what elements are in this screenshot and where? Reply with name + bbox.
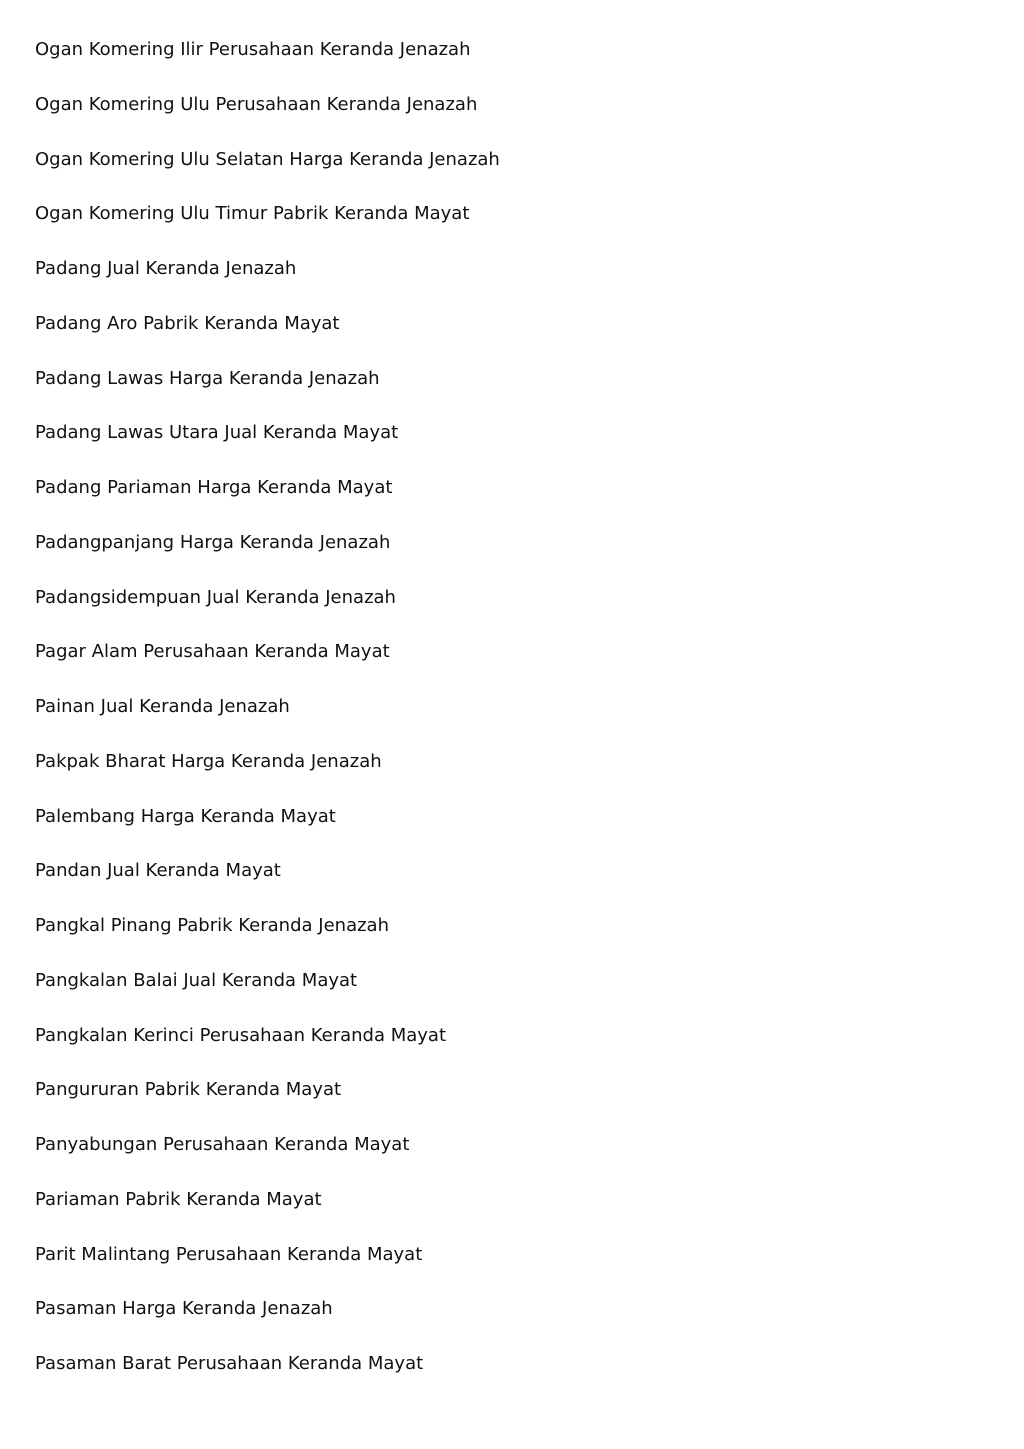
text-line: Padang Lawas Utara Jual Keranda Mayat [35, 422, 399, 444]
text-line: Painan Jual Keranda Jenazah [35, 696, 290, 717]
text-line: Ogan Komering Ilir Perusahaan Keranda Jenazah [35, 39, 471, 60]
text-line: Panyabungan Perusahaan Keranda Mayat [35, 1134, 410, 1155]
text-line: Pagar Alam Perusahaan Keranda Mayat [35, 641, 390, 663]
text-line: Ogan Komering Ulu Perusahaan Keranda Jenazah [35, 93, 478, 115]
text-line: Padang Jual Keranda Jenazah [35, 258, 297, 279]
text-line: Pariaman Pabrik Keranda Mayat [35, 1188, 322, 1210]
text-line: Parit Malintang Perusahaan Keranda Mayat [35, 1243, 423, 1265]
document-text-list [35, 36, 500, 1405]
text-line: Palembang Harga Keranda Mayat [35, 805, 336, 827]
text-line: Pangururan Pabrik Keranda Mayat [35, 1079, 342, 1101]
text-line: Padangsidempuan Jual Keranda Jenazah [35, 586, 396, 608]
text-line: Ogan Komering Ulu Timur Pabrik Keranda Mayat [35, 203, 470, 225]
text-line: Pangkal Pinang Pabrik Keranda Jenazah [35, 915, 389, 936]
text-line: Pakpak Bharat Harga Keranda Jenazah [35, 750, 382, 772]
text-line: Pangkalan Kerinci Perusahaan Keranda Mayat [35, 1024, 447, 1046]
text-line: Padangpanjang Harga Keranda Jenazah [35, 531, 391, 553]
text-line: Pasaman Barat Perusahaan Keranda Mayat [35, 1353, 424, 1374]
text-line: Ogan Komering Ulu Selatan Harga Keranda Jenazah [35, 148, 500, 170]
text-line: Pasaman Harga Keranda Jenazah [35, 1298, 333, 1320]
text-line: Pangkalan Balai Jual Keranda Mayat [35, 969, 358, 991]
text-line: Padang Lawas Harga Keranda Jenazah [35, 367, 380, 389]
text-line: Pandan Jual Keranda Mayat [35, 860, 281, 882]
text-line: Padang Aro Pabrik Keranda Mayat [35, 312, 340, 334]
text-line: Padang Pariaman Harga Keranda Mayat [35, 477, 393, 498]
